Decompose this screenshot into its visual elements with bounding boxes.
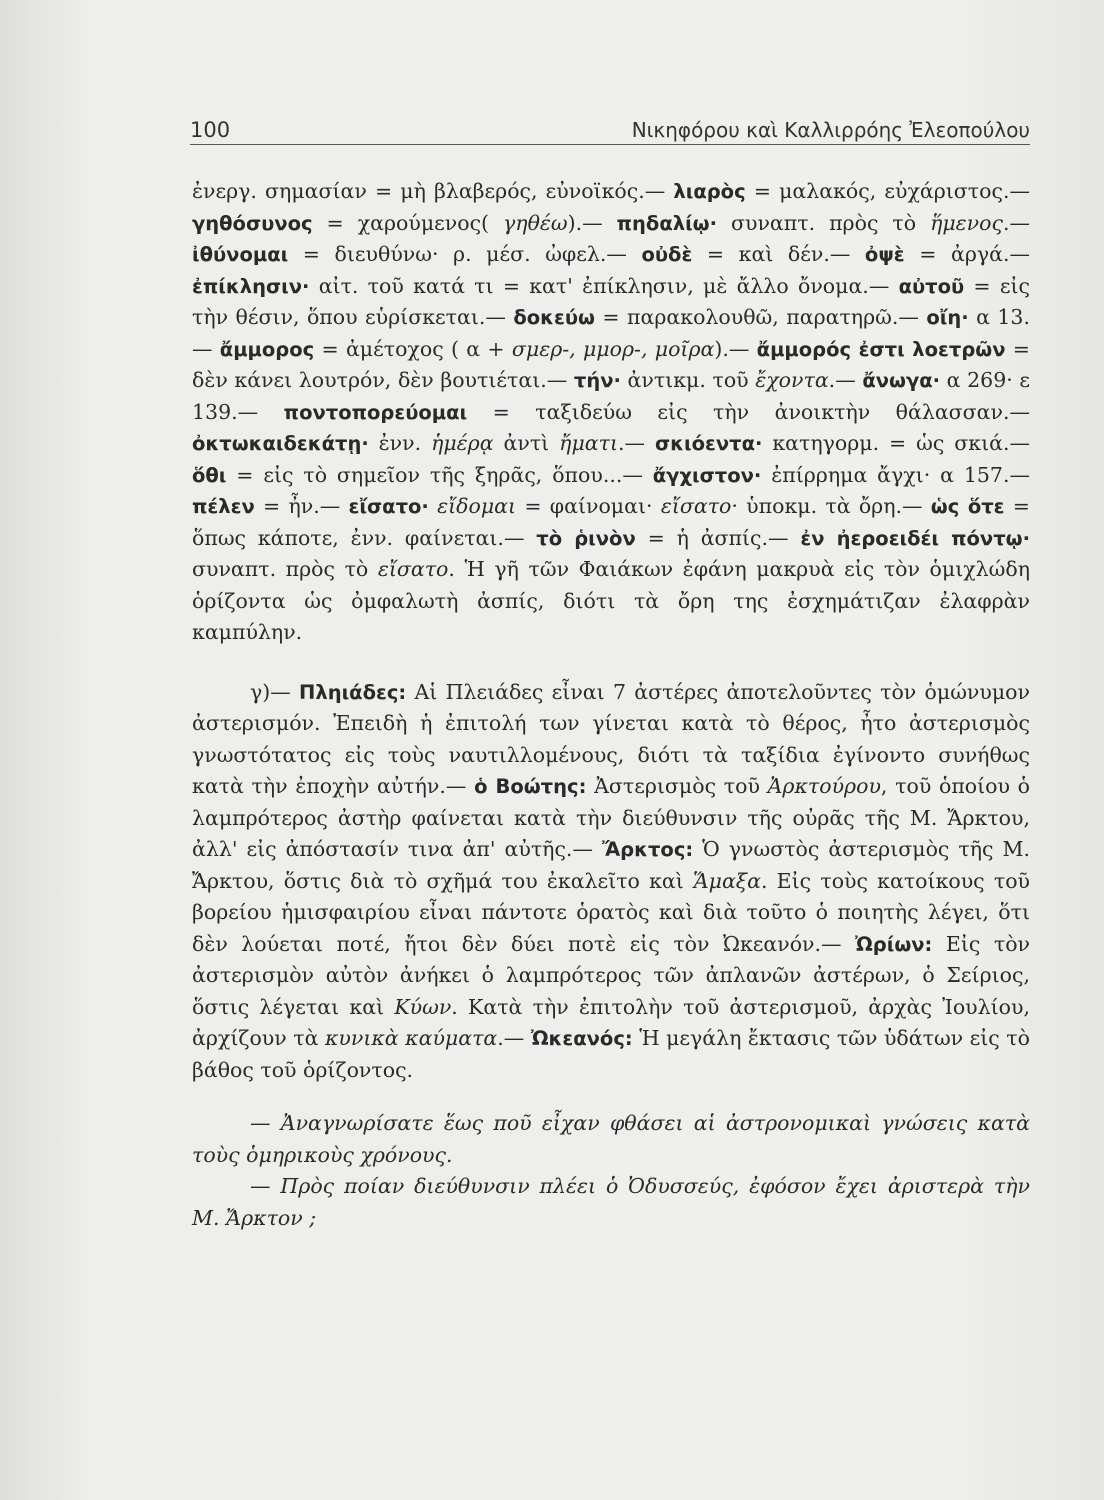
keyword: Ἄρκτος:	[601, 838, 694, 861]
text-run: .—	[1002, 210, 1031, 235]
text-run: = μαλακός, εὐχάριστος.—	[745, 179, 1030, 203]
keyword: Ὠκεανός:	[530, 1027, 633, 1050]
text-run: γ)—	[250, 679, 300, 704]
keyword: τήν·	[573, 369, 621, 392]
text-run: = καὶ δέν.—	[692, 242, 865, 266]
keyword: ἐν ἠεροειδέι πόντῳ·	[800, 526, 1031, 550]
text-run: = δὲν κάνει λουτρόν, δὲν βουτιέται.—	[192, 336, 1030, 392]
text-run: Εἰς τὸν ἀστερισμὸν αὐτὸν ἀνήκει ὁ λαμπρότερος τῶν ἀπλανῶν ἀστέρων, ὁ Σείριος, ὅστις λέγεται καὶ	[192, 931, 1030, 1019]
keyword: δοκεύω	[513, 306, 595, 329]
keyword: ὀψὲ	[864, 243, 905, 266]
text-run: ἐπίρρημα ἄγχι· α 157.—	[761, 462, 1030, 487]
keyword: ὁ Βοώτης:	[474, 775, 587, 798]
text-run: ἐνεργ. σημασίαν = μὴ βλαβερός, εὐνοϊκός.—	[192, 179, 674, 203]
text-run: ).—	[714, 336, 757, 361]
keyword: πηδαλίῳ·	[616, 211, 718, 235]
keyword: ἄγχιστον·	[652, 463, 762, 487]
text-run: , τοῦ ὁποίου ὁ λαμπρότερος ἀστὴρ φαίνεται κατὰ τὴν διεύθυνσιν τῆς οὐρᾶς τῆς Μ. Ἄρκτου, ἀλλ' εἰς ἀπόστασίν τινα ἀπ' αὐτῆς.—	[192, 774, 1031, 861]
text-run: .—	[497, 1026, 531, 1050]
text-run: Ἀστερισμὸς τοῦ	[586, 774, 768, 798]
italic-term: κυνικὰ καύματα	[324, 1026, 498, 1050]
italic-term: ἤματι	[559, 431, 618, 455]
keyword: αὐτοῦ	[898, 274, 965, 298]
italic-term: εἴσατο	[377, 557, 449, 581]
italic-term: Κύων	[394, 994, 452, 1019]
text-run: = φαίνομαι·	[516, 494, 661, 518]
text-run: = ταξιδεύω εἰς τὴν ἀνοικτὴν θάλασσαν.—	[467, 399, 1030, 424]
text-run: α 13.—	[192, 305, 1030, 361]
text-run: ἀντὶ	[493, 431, 560, 455]
keyword: Ὠρίων:	[855, 932, 933, 956]
question-1: — Ἀναγνωρίσατε ἕως ποῦ εἶχαν φθάσει αἱ ἀστρονομικαὶ γνώσεις κατὰ τοὺς ὁμηρικοὺς χρόνους.	[192, 1111, 1030, 1167]
text-run: = ἀργά.—	[904, 242, 1030, 266]
keyword: σκιόεντα·	[654, 432, 763, 455]
keyword: ὀκτωκαιδεκάτῃ·	[192, 432, 369, 455]
italic-term: γηθέω	[503, 210, 568, 235]
text-run: α 269· ε 139.—	[192, 368, 1030, 424]
keyword: ποντοπορεύομαι	[283, 400, 468, 424]
italic-term: ἡμέρᾳ	[431, 431, 494, 455]
page-number: 100	[190, 118, 231, 142]
keyword: ἐπίκλησιν·	[192, 274, 310, 298]
question-2: — Πρὸς ποίαν διεύθυνσιν πλέει ὁ Ὀδυσσεύς, ἐφόσον ἔχει ἀριστερὰ τὴν Μ. Ἄρκτον ;	[192, 1174, 1030, 1230]
keyword: οὐδὲ	[641, 243, 693, 266]
keyword: οἴη·	[926, 306, 969, 329]
keyword: ὡς ὅτε	[930, 495, 1005, 518]
text-run: ἀντικμ. τοῦ	[620, 368, 756, 392]
keyword: ἰθύνομαι	[192, 243, 289, 266]
text-run: συναπτ. πρὸς τὸ	[717, 210, 931, 235]
text-run: . Εἰς τοὺς κατοίκους τοῦ βορείου ἡμισφαιρίου εἶναι πάντοτε ὁρατὸς καὶ διὰ τοῦτο ὁ ποιητὴς λέγει, ὅτι δὲν λούεται ποτέ, ἤτοι δὲν δύει ποτὲ εἰς τὸν Ὠκεανόν.—	[192, 868, 1031, 956]
keyword: ὅθι	[192, 463, 227, 487]
text-run: . Ἡ γῆ τῶν Φαιάκων ἐφάνη μακρυὰ εἰς τὸν ὁμιχλώδη ὁρίζοντα ὡς ὀμφαλωτὴ ἀσπίς, διότι τὰ ὄρη της ἐσχημάτιζαν ἐλαφρὰν καμπύλην.	[192, 557, 1030, 644]
text-run: ἐνν.	[368, 431, 432, 455]
italic-term: εἴσατο·	[660, 494, 738, 518]
glossary-paragraph	[192, 176, 1030, 649]
keyword: ἄμμορός ἐστι λοετρῶν	[756, 337, 1006, 361]
italic-term: ἥμενος	[930, 210, 1003, 235]
italic-term: ἔχοντα	[755, 368, 829, 392]
text-run: .—	[828, 368, 863, 392]
body-text	[192, 176, 1030, 1234]
text-run: Αἱ Πλειάδες εἶναι 7 ἀστέρες ἀποτελοῦντες τὸν ὁμώνυμον ἀστερισμόν. Ἐπειδὴ ἡ ἐπιτολή των γίνεται κατὰ τὸ θέρος, ἦτο ἀστερισμὸς γνωστότατος εἰς τοὺς ναυτιλλομένους, διότι τὰ ταξίδια ἐγίνοντο συνήθως κατὰ τὴν ἐποχὴν αὐτήν.—	[192, 679, 1030, 798]
running-head: Νικηφόρου καὶ Καλλιρρόης Ἐλεοπούλου	[631, 118, 1030, 142]
text-run: = χαρούμενος(	[312, 210, 504, 235]
text-run: = παρακολουθῶ, παρατηρῶ.—	[594, 305, 927, 329]
text-run: = ὅπως κάποτε, ἐνν. φαίνεται.—	[192, 494, 1030, 550]
text-run: = διευθύνω· ρ. μέσ. ὠφελ.—	[288, 242, 642, 266]
text-run: Ὁ γνωστὸς ἀστερισμὸς τῆς Μ. Ἄρκτου, ὅστις διὰ τὸ σχῆμά του ἐκαλεῖτο καὶ	[192, 837, 1030, 893]
page-header	[190, 108, 1030, 145]
text-run	[429, 494, 437, 518]
keyword: γηθόσυνος	[192, 211, 313, 235]
text-run: . Κατὰ τὴν ἐπιτολὴν τοῦ ἀστερισμοῦ, ἀρχὰς Ἰουλίου, ἀρχίζουν τὰ	[192, 994, 1031, 1050]
text-run: .—	[617, 431, 655, 455]
text-run: αἰτ. τοῦ κατά τι = κατ' ἐπίκλησιν, μὲ ἄλλο ὄνομα.—	[309, 273, 899, 298]
keyword: Πληιάδες:	[299, 680, 407, 704]
text-run: συναπτ. πρὸς τὸ	[192, 557, 378, 581]
keyword: λιαρὸς	[673, 180, 746, 203]
italic-term: εἴδομαι	[437, 494, 517, 518]
italic-term: Ἀρκτούρου	[767, 774, 881, 798]
text-run: = εἰς τὸ σημεῖον τῆς ξηρᾶς, ὅπου...—	[226, 462, 653, 487]
text-run: Ἡ μεγάλη ἔκτασις τῶν ὑδάτων εἰς τὸ βάθος τοῦ ὁρίζοντος.	[192, 1026, 1030, 1082]
text-run: ὑποκμ. τὰ ὄρη.—	[737, 494, 931, 518]
keyword: ἄνωγα·	[862, 369, 941, 392]
text-run: = ἦν.—	[254, 494, 349, 518]
keyword: εἴσατο·	[348, 495, 429, 518]
text-run: = εἰς τὴν θέσιν, ὅπου εὑρίσκεται.—	[192, 273, 1030, 329]
keyword: πέλεν	[192, 495, 255, 518]
keyword: ἄμμορος	[219, 337, 315, 361]
text-run: ).—	[567, 210, 617, 235]
text-run: = ἡ ἀσπίς.—	[635, 525, 801, 550]
pleiades-paragraph	[192, 677, 1030, 1087]
italic-term: σμερ-, μμορ-, μοῖρα	[511, 336, 715, 361]
keyword: τὸ ῥινὸν	[536, 526, 636, 550]
text-run: κατηγορμ. = ὡς σκιά.—	[762, 431, 1030, 455]
text-run: = ἀμέτοχος ( α +	[314, 336, 512, 361]
italic-term: Ἅμαξα	[693, 868, 761, 893]
